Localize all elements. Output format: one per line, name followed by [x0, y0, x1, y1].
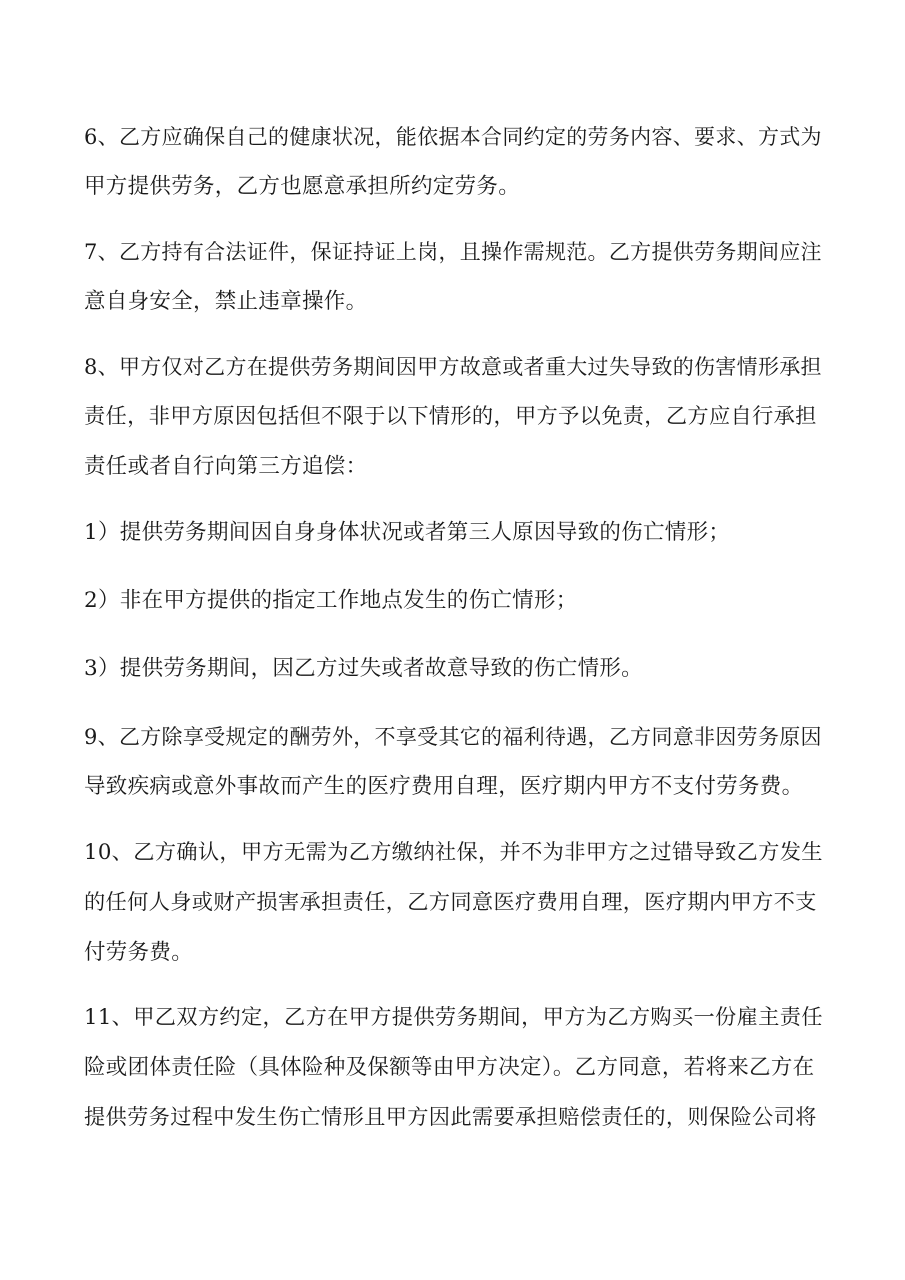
paragraph-7-line-2: 意自身安全，禁止违章操作。: [84, 289, 368, 314]
paragraph-8-line-1: 8、甲方仅对乙方在提供劳务期间因甲方故意或者重大过失导致的伤害情形承担: [84, 355, 822, 379]
paragraph-8-line-3: 责任或者自行向第三方追偿：: [84, 454, 368, 479]
paragraph-11-line-2: 险或团体责任险（具体险种及保额等由甲方决定）。乙方同意，若将来乙方在: [84, 1055, 815, 1080]
paragraph-7-line-1: 7、乙方持有合法证件，保证持证上岗，且操作需规范。乙方提供劳务期间应注: [84, 240, 822, 264]
paragraph-11-line-3: 提供劳务过程中发生伤亡情形且甲方因此需要承担赔偿责任的，则保险公司将: [84, 1105, 817, 1130]
paragraph-11-line-1: 11、甲乙双方约定，乙方在甲方提供劳务期间，甲方为乙方购买一份雇主责任: [84, 1005, 823, 1030]
paragraph-10-line-2: 的任何人身或财产损害承担责任，乙方同意医疗费用自理，医疗期内甲方不支: [84, 890, 817, 915]
paragraph-6-line-1: 6、乙方应确保自己的健康状况，能依据本合同约定的劳务内容、要求、方式为: [84, 125, 822, 149]
paragraph-8-line-2: 责任，非甲方原因包括但不限于以下情形的，甲方予以免责，乙方应自行承担: [84, 404, 817, 429]
paragraph-10-line-3: 付劳务费。: [84, 940, 194, 965]
list-item-2: 2）非在甲方提供的指定工作地点发生的伤亡情形；: [84, 588, 578, 613]
paragraph-6-line-2: 甲方提供劳务，乙方也愿意承担所约定劳务。: [84, 174, 521, 199]
paragraph-9-line-1: 9、乙方除享受规定的酬劳外，不享受其它的福利待遇，乙方同意非因劳务原因: [84, 725, 822, 749]
list-item-1: 1）提供劳务期间因自身身体状况或者第三人原因导致的伤亡情形；: [84, 520, 731, 545]
list-item-3: 3）提供劳务期间，因乙方过失或者故意导致的伤亡情形。: [84, 656, 643, 681]
paragraph-9-line-2: 导致疾病或意外事故而产生的医疗费用自理，医疗期内甲方不支付劳务费。: [84, 774, 804, 799]
paragraph-10-line-1: 10、乙方确认，甲方无需为乙方缴纳社保，并不为非甲方之过错导致乙方发生: [84, 840, 823, 865]
